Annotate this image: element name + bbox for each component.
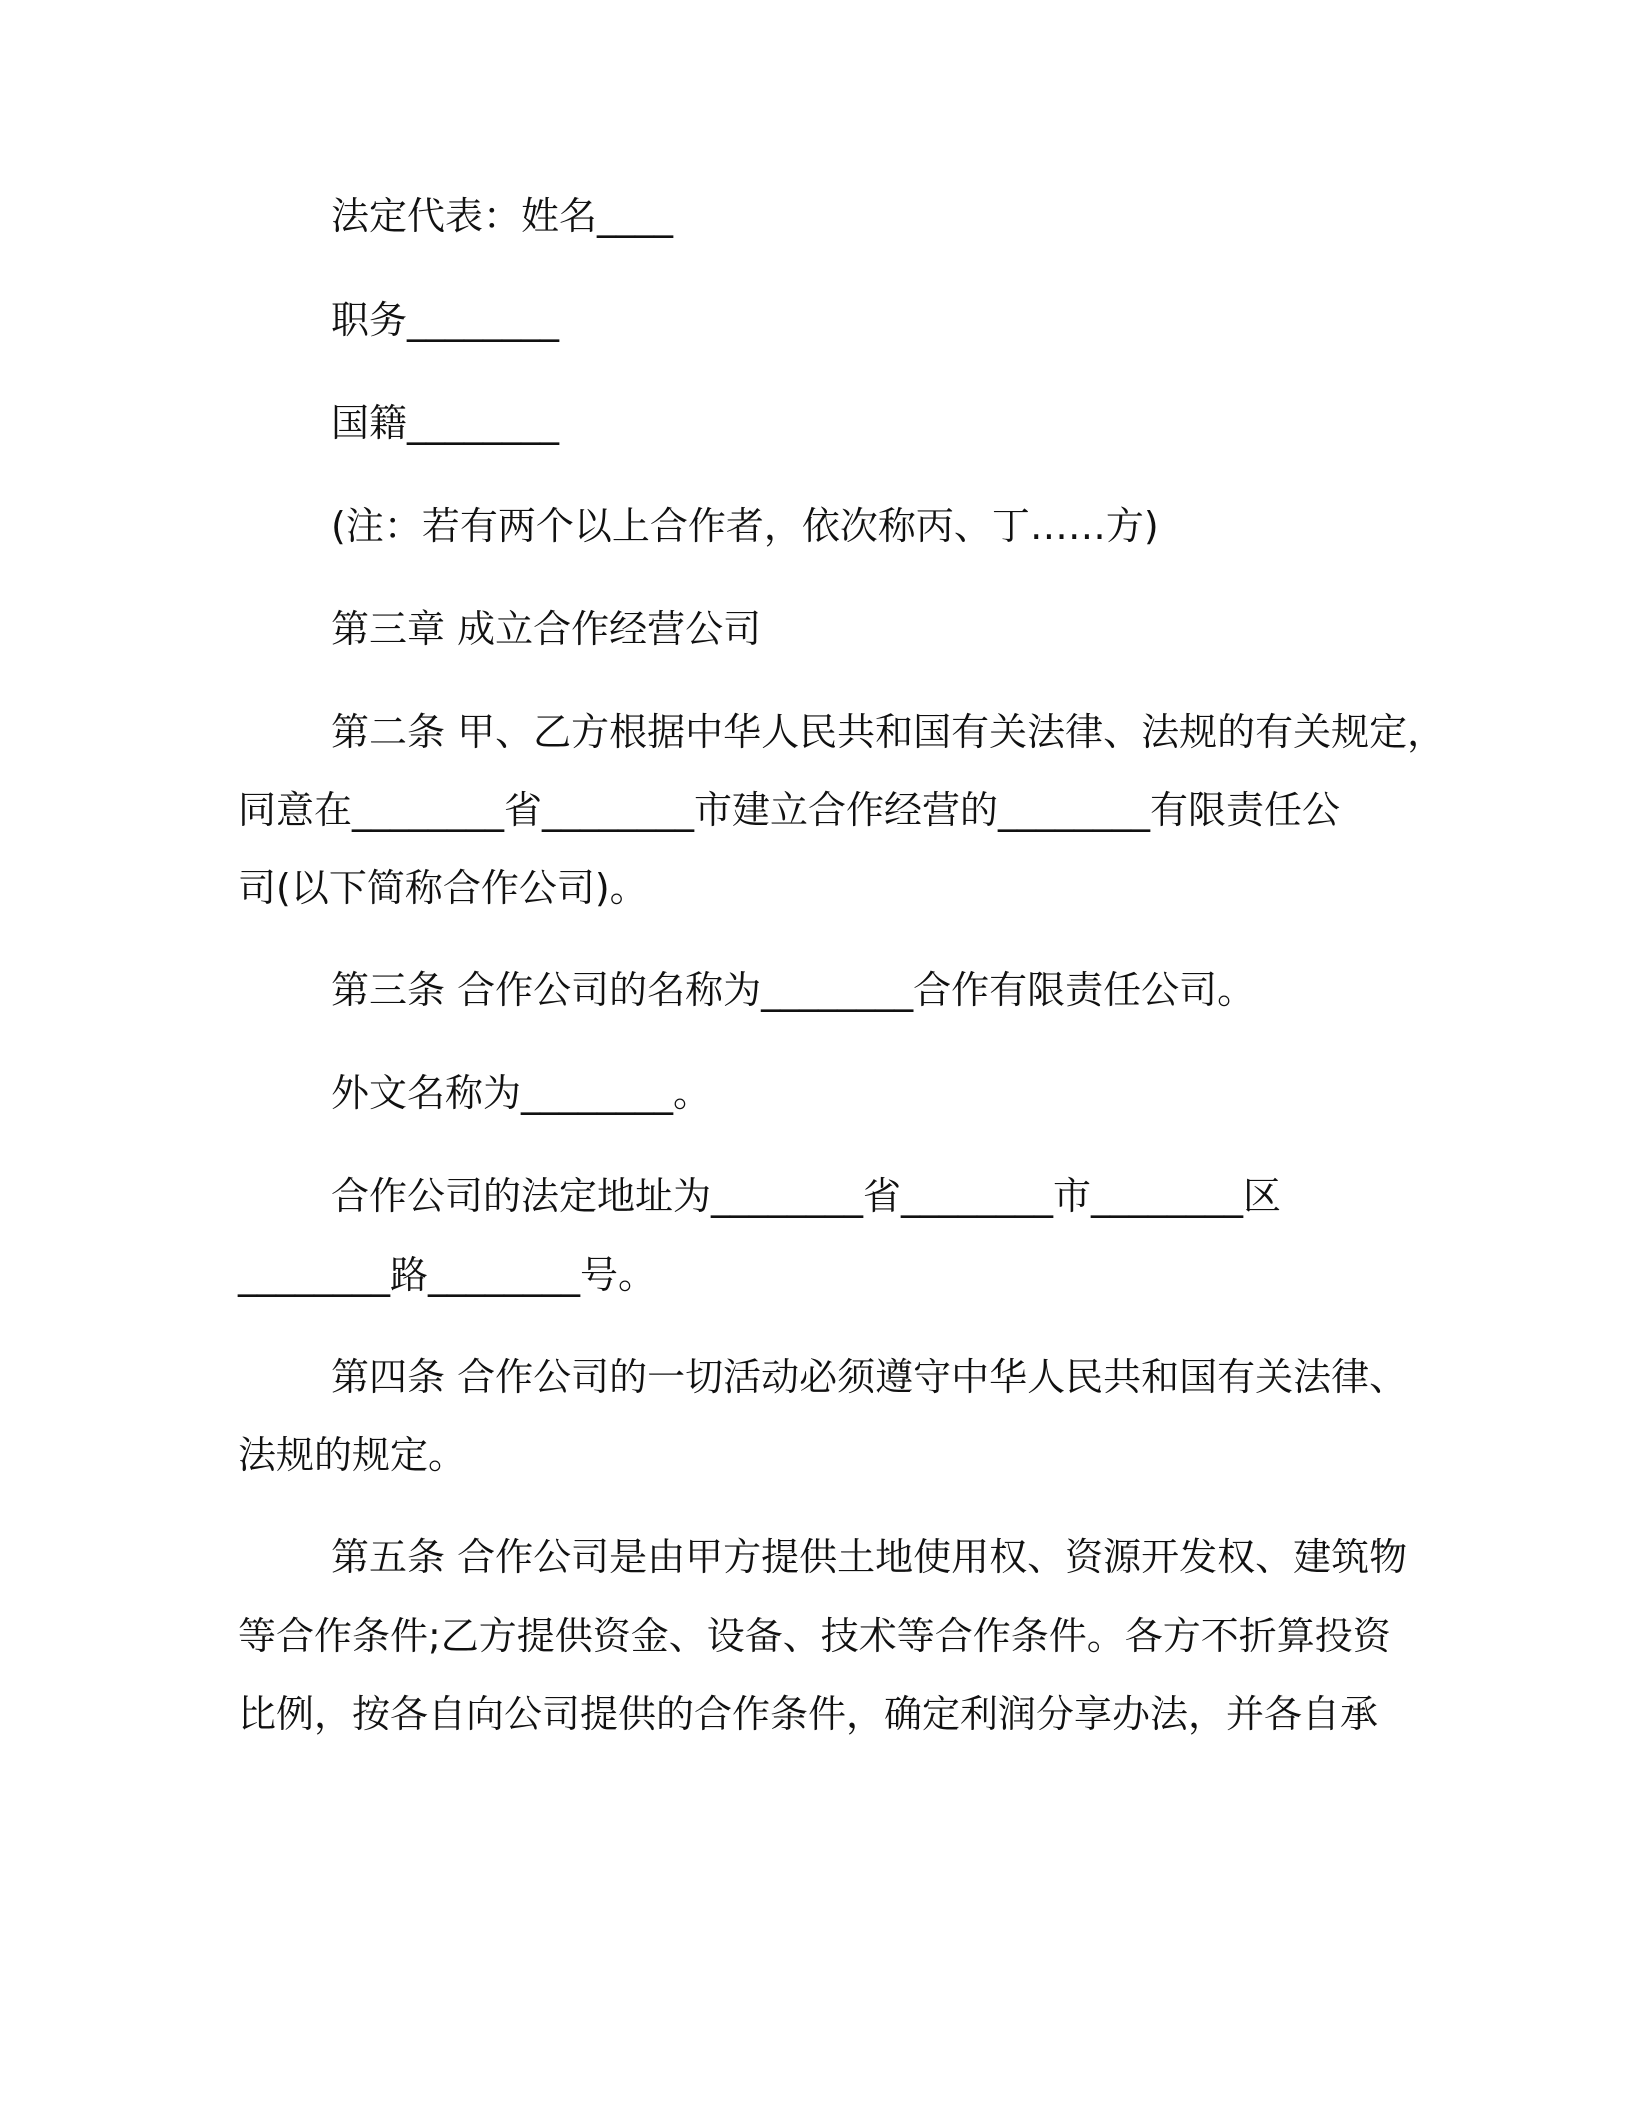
chapter-title: 第三章 成立合作经营公司 <box>331 607 762 651</box>
address-line-1: 合作公司的法定地址为________省________市________区 <box>331 1174 1282 1218</box>
article-2-line-3: 司(以下简称合作公司)。 <box>238 866 648 910</box>
article-2-line-2: 同意在________省________市建立合作经营的________有限责任公 <box>238 788 1341 832</box>
rep-nationality-line: 国籍________ <box>331 401 560 445</box>
article-5-line-2: 等合作条件;乙方提供资金、设备、技术等合作条件。各方不折算投资 <box>238 1614 1391 1658</box>
article-4-line-1: 第四条 合作公司的一切活动必须遵守中华人民共和国有关法律、 <box>331 1355 1408 1399</box>
article-2-line-1: 第二条 甲、乙方根据中华人民共和国有关法律、法规的有关规定， <box>331 710 1446 754</box>
foreign-name-line: 外文名称为________。 <box>331 1071 712 1115</box>
rep-name-line: 法定代表：姓名____ <box>331 194 674 238</box>
rep-position-line: 职务________ <box>331 298 560 342</box>
note-line: (注：若有两个以上合作者，依次称丙、丁……方) <box>331 504 1159 548</box>
article-4-line-2: 法规的规定。 <box>238 1433 467 1477</box>
address-line-2: ________路________号。 <box>238 1253 657 1297</box>
article-3-line-1: 第三条 合作公司的名称为________合作有限责任公司。 <box>331 968 1256 1012</box>
article-5-line-3: 比例，按各自向公司提供的合作条件，确定利润分享办法，并各自承 <box>238 1692 1379 1736</box>
article-5-line-1: 第五条 合作公司是由甲方提供土地使用权、资源开发权、建筑物 <box>331 1535 1408 1579</box>
